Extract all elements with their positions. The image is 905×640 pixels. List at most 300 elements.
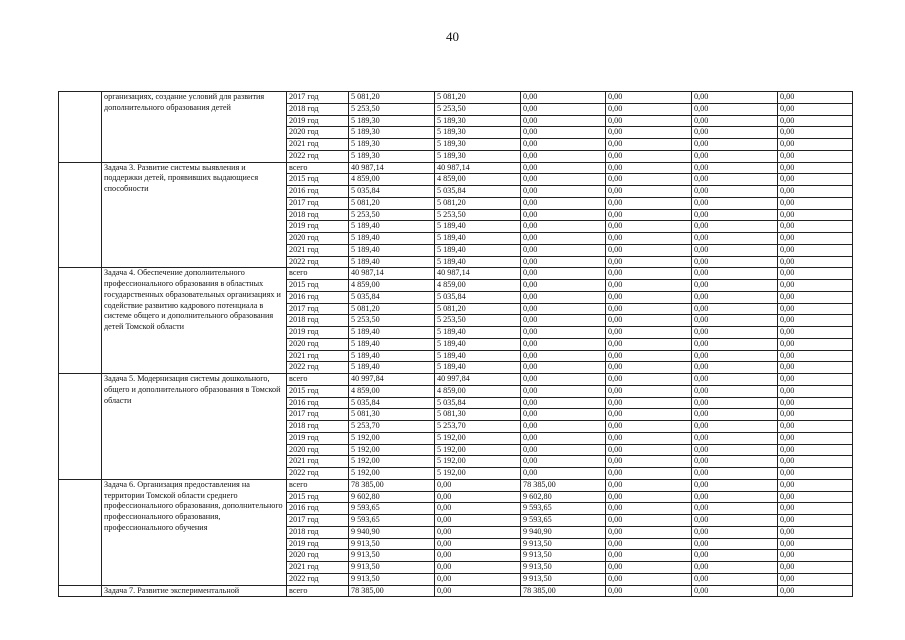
- total-cell: 5 253,50: [349, 103, 435, 115]
- local-cell: 0,00: [606, 456, 692, 468]
- other-cell: 0,00: [778, 432, 853, 444]
- other-cell: 0,00: [778, 444, 853, 456]
- year-cell: 2018 год: [287, 315, 349, 327]
- regional-cell: 9 593,65: [521, 515, 606, 527]
- table-row: [59, 92, 853, 104]
- row-number-cell: [59, 268, 102, 374]
- other-cell: 0,00: [778, 538, 853, 550]
- local-cell: 0,00: [606, 562, 692, 574]
- year-cell: всего: [287, 162, 349, 174]
- total-cell: 9 913,50: [349, 562, 435, 574]
- total-cell: 5 189,40: [349, 244, 435, 256]
- total-cell: 5 081,20: [349, 92, 435, 104]
- extra-cell: 0,00: [692, 374, 778, 386]
- extra-cell: 0,00: [692, 585, 778, 597]
- federal-cell: 5 189,30: [435, 139, 521, 151]
- year-cell: всего: [287, 479, 349, 491]
- year-cell: 2020 год: [287, 127, 349, 139]
- year-cell: 2021 год: [287, 139, 349, 151]
- year-cell: 2019 год: [287, 327, 349, 339]
- other-cell: 0,00: [778, 550, 853, 562]
- federal-cell: 5 189,30: [435, 127, 521, 139]
- other-cell: 0,00: [778, 362, 853, 374]
- task-name: Задача 5. Модернизация системы дошкольного, общего и дополнительного образования в Томской области: [104, 374, 281, 405]
- extra-cell: 0,00: [692, 432, 778, 444]
- regional-cell: 0,00: [521, 162, 606, 174]
- year-cell: всего: [287, 268, 349, 280]
- federal-cell: 5 081,30: [435, 409, 521, 421]
- regional-cell: 0,00: [521, 374, 606, 386]
- other-cell: 0,00: [778, 244, 853, 256]
- regional-cell: 0,00: [521, 280, 606, 292]
- regional-cell: 0,00: [521, 268, 606, 280]
- federal-cell: 5 192,00: [435, 432, 521, 444]
- year-cell: 2019 год: [287, 432, 349, 444]
- extra-cell: 0,00: [692, 174, 778, 186]
- year-cell: 2015 год: [287, 491, 349, 503]
- federal-cell: 40 997,84: [435, 374, 521, 386]
- year-cell: 2016 год: [287, 186, 349, 198]
- extra-cell: 0,00: [692, 209, 778, 221]
- other-cell: 0,00: [778, 127, 853, 139]
- year-cell: 2017 год: [287, 515, 349, 527]
- regional-cell: 0,00: [521, 174, 606, 186]
- local-cell: 0,00: [606, 374, 692, 386]
- other-cell: 0,00: [778, 503, 853, 515]
- total-cell: 5 035,84: [349, 397, 435, 409]
- budget-table: [58, 91, 853, 597]
- year-cell: 2021 год: [287, 350, 349, 362]
- federal-cell: 0,00: [435, 479, 521, 491]
- regional-cell: 0,00: [521, 421, 606, 433]
- local-cell: 0,00: [606, 139, 692, 151]
- extra-cell: 0,00: [692, 162, 778, 174]
- regional-cell: 0,00: [521, 256, 606, 268]
- task-name-cell: [102, 374, 287, 480]
- extra-cell: 0,00: [692, 150, 778, 162]
- other-cell: 0,00: [778, 468, 853, 480]
- total-cell: 5 189,40: [349, 327, 435, 339]
- total-cell: 5 189,30: [349, 115, 435, 127]
- local-cell: 0,00: [606, 585, 692, 597]
- other-cell: 0,00: [778, 150, 853, 162]
- total-cell: 5 192,00: [349, 468, 435, 480]
- federal-cell: 4 859,00: [435, 385, 521, 397]
- year-cell: 2016 год: [287, 291, 349, 303]
- other-cell: 0,00: [778, 409, 853, 421]
- row-number-cell: [59, 585, 102, 597]
- total-cell: 9 913,50: [349, 538, 435, 550]
- regional-cell: 9 913,50: [521, 573, 606, 585]
- extra-cell: 0,00: [692, 233, 778, 245]
- total-cell: 5 253,50: [349, 209, 435, 221]
- local-cell: 0,00: [606, 280, 692, 292]
- extra-cell: 0,00: [692, 268, 778, 280]
- total-cell: 4 859,00: [349, 280, 435, 292]
- other-cell: 0,00: [778, 186, 853, 198]
- federal-cell: 0,00: [435, 562, 521, 574]
- regional-cell: 0,00: [521, 221, 606, 233]
- extra-cell: 0,00: [692, 280, 778, 292]
- regional-cell: 0,00: [521, 103, 606, 115]
- federal-cell: 5 253,50: [435, 209, 521, 221]
- extra-cell: 0,00: [692, 562, 778, 574]
- year-cell: всего: [287, 585, 349, 597]
- regional-cell: 78 385,00: [521, 585, 606, 597]
- local-cell: 0,00: [606, 491, 692, 503]
- total-cell: 9 593,65: [349, 515, 435, 527]
- extra-cell: 0,00: [692, 291, 778, 303]
- other-cell: 0,00: [778, 338, 853, 350]
- local-cell: 0,00: [606, 526, 692, 538]
- total-cell: 78 385,00: [349, 585, 435, 597]
- other-cell: 0,00: [778, 139, 853, 151]
- other-cell: 0,00: [778, 515, 853, 527]
- extra-cell: 0,00: [692, 468, 778, 480]
- other-cell: 0,00: [778, 421, 853, 433]
- regional-cell: 0,00: [521, 338, 606, 350]
- other-cell: 0,00: [778, 491, 853, 503]
- extra-cell: 0,00: [692, 244, 778, 256]
- extra-cell: 0,00: [692, 444, 778, 456]
- local-cell: 0,00: [606, 150, 692, 162]
- extra-cell: 0,00: [692, 362, 778, 374]
- total-cell: 5 189,30: [349, 139, 435, 151]
- federal-cell: 0,00: [435, 491, 521, 503]
- year-cell: 2019 год: [287, 115, 349, 127]
- extra-cell: 0,00: [692, 526, 778, 538]
- federal-cell: 0,00: [435, 585, 521, 597]
- year-cell: 2018 год: [287, 526, 349, 538]
- extra-cell: 0,00: [692, 115, 778, 127]
- task-name: Задача 6. Организация предоставления на территории Томской области среднего профессионального образования, дополнительного профессионального образования, профессионального обучения: [104, 479, 283, 532]
- total-cell: 5 192,00: [349, 456, 435, 468]
- federal-cell: 5 081,20: [435, 197, 521, 209]
- table-row: [59, 374, 853, 386]
- regional-cell: 0,00: [521, 468, 606, 480]
- year-cell: 2022 год: [287, 362, 349, 374]
- federal-cell: 0,00: [435, 573, 521, 585]
- other-cell: 0,00: [778, 233, 853, 245]
- total-cell: 5 035,84: [349, 186, 435, 198]
- federal-cell: 5 189,40: [435, 221, 521, 233]
- federal-cell: 5 189,30: [435, 150, 521, 162]
- year-cell: 2017 год: [287, 197, 349, 209]
- local-cell: 0,00: [606, 209, 692, 221]
- regional-cell: 0,00: [521, 456, 606, 468]
- regional-cell: 0,00: [521, 315, 606, 327]
- total-cell: 5 192,00: [349, 432, 435, 444]
- regional-cell: 0,00: [521, 139, 606, 151]
- federal-cell: 40 987,14: [435, 162, 521, 174]
- federal-cell: 5 253,50: [435, 103, 521, 115]
- table-row: [59, 585, 853, 597]
- local-cell: 0,00: [606, 421, 692, 433]
- extra-cell: 0,00: [692, 385, 778, 397]
- local-cell: 0,00: [606, 573, 692, 585]
- year-cell: 2016 год: [287, 397, 349, 409]
- local-cell: 0,00: [606, 538, 692, 550]
- regional-cell: 0,00: [521, 444, 606, 456]
- other-cell: 0,00: [778, 350, 853, 362]
- other-cell: 0,00: [778, 456, 853, 468]
- total-cell: 5 189,40: [349, 233, 435, 245]
- total-cell: 5 081,30: [349, 409, 435, 421]
- year-cell: 2017 год: [287, 303, 349, 315]
- local-cell: 0,00: [606, 197, 692, 209]
- task-name: Задача 4. Обеспечение дополнительного профессионального образования в областных государственных образовательных организациях и содействие развитию кадрового потенциала в системе общего и дополнительного образования детей Томской области: [104, 268, 281, 332]
- extra-cell: 0,00: [692, 303, 778, 315]
- federal-cell: 5 035,84: [435, 291, 521, 303]
- table-row: [59, 479, 853, 491]
- federal-cell: 0,00: [435, 538, 521, 550]
- total-cell: 5 189,40: [349, 362, 435, 374]
- federal-cell: 5 189,40: [435, 338, 521, 350]
- year-cell: 2019 год: [287, 538, 349, 550]
- federal-cell: 0,00: [435, 515, 521, 527]
- other-cell: 0,00: [778, 103, 853, 115]
- local-cell: 0,00: [606, 315, 692, 327]
- other-cell: 0,00: [778, 174, 853, 186]
- regional-cell: 0,00: [521, 362, 606, 374]
- extra-cell: 0,00: [692, 421, 778, 433]
- federal-cell: 5 081,20: [435, 303, 521, 315]
- other-cell: 0,00: [778, 291, 853, 303]
- extra-cell: 0,00: [692, 573, 778, 585]
- extra-cell: 0,00: [692, 538, 778, 550]
- extra-cell: 0,00: [692, 491, 778, 503]
- other-cell: 0,00: [778, 327, 853, 339]
- extra-cell: 0,00: [692, 550, 778, 562]
- total-cell: 5 189,40: [349, 256, 435, 268]
- federal-cell: 0,00: [435, 503, 521, 515]
- other-cell: 0,00: [778, 562, 853, 574]
- federal-cell: 5 035,84: [435, 186, 521, 198]
- total-cell: 78 385,00: [349, 479, 435, 491]
- extra-cell: 0,00: [692, 503, 778, 515]
- local-cell: 0,00: [606, 338, 692, 350]
- task-name-cell: [102, 162, 287, 268]
- table-row: [59, 268, 853, 280]
- federal-cell: 5 253,50: [435, 315, 521, 327]
- regional-cell: 9 913,50: [521, 550, 606, 562]
- total-cell: 40 997,84: [349, 374, 435, 386]
- local-cell: 0,00: [606, 92, 692, 104]
- other-cell: 0,00: [778, 526, 853, 538]
- year-cell: 2018 год: [287, 103, 349, 115]
- extra-cell: 0,00: [692, 92, 778, 104]
- total-cell: 9 940,90: [349, 526, 435, 538]
- regional-cell: 0,00: [521, 150, 606, 162]
- extra-cell: 0,00: [692, 139, 778, 151]
- total-cell: 5 253,50: [349, 315, 435, 327]
- year-cell: 2021 год: [287, 244, 349, 256]
- total-cell: 5 081,20: [349, 197, 435, 209]
- local-cell: 0,00: [606, 103, 692, 115]
- extra-cell: 0,00: [692, 221, 778, 233]
- total-cell: 9 593,65: [349, 503, 435, 515]
- federal-cell: 5 192,00: [435, 444, 521, 456]
- total-cell: 5 189,40: [349, 350, 435, 362]
- local-cell: 0,00: [606, 350, 692, 362]
- local-cell: 0,00: [606, 233, 692, 245]
- total-cell: 5 192,00: [349, 444, 435, 456]
- total-cell: 40 987,14: [349, 162, 435, 174]
- regional-cell: 0,00: [521, 127, 606, 139]
- regional-cell: 0,00: [521, 303, 606, 315]
- regional-cell: 9 593,65: [521, 503, 606, 515]
- local-cell: 0,00: [606, 327, 692, 339]
- row-number-cell: [59, 479, 102, 585]
- regional-cell: 78 385,00: [521, 479, 606, 491]
- local-cell: 0,00: [606, 503, 692, 515]
- local-cell: 0,00: [606, 479, 692, 491]
- other-cell: 0,00: [778, 479, 853, 491]
- year-cell: всего: [287, 374, 349, 386]
- extra-cell: 0,00: [692, 338, 778, 350]
- regional-cell: 0,00: [521, 409, 606, 421]
- year-cell: 2020 год: [287, 550, 349, 562]
- local-cell: 0,00: [606, 268, 692, 280]
- federal-cell: 5 192,00: [435, 456, 521, 468]
- other-cell: 0,00: [778, 585, 853, 597]
- regional-cell: 9 940,90: [521, 526, 606, 538]
- regional-cell: 0,00: [521, 197, 606, 209]
- extra-cell: 0,00: [692, 397, 778, 409]
- local-cell: 0,00: [606, 385, 692, 397]
- extra-cell: 0,00: [692, 456, 778, 468]
- total-cell: 5 189,40: [349, 338, 435, 350]
- other-cell: 0,00: [778, 221, 853, 233]
- total-cell: 5 081,20: [349, 303, 435, 315]
- extra-cell: 0,00: [692, 103, 778, 115]
- other-cell: 0,00: [778, 397, 853, 409]
- year-cell: 2021 год: [287, 562, 349, 574]
- other-cell: 0,00: [778, 197, 853, 209]
- federal-cell: 5 035,84: [435, 397, 521, 409]
- row-number-cell: [59, 374, 102, 480]
- local-cell: 0,00: [606, 444, 692, 456]
- federal-cell: 5 189,40: [435, 233, 521, 245]
- local-cell: 0,00: [606, 186, 692, 198]
- year-cell: 2018 год: [287, 209, 349, 221]
- extra-cell: 0,00: [692, 479, 778, 491]
- total-cell: 9 913,50: [349, 550, 435, 562]
- extra-cell: 0,00: [692, 350, 778, 362]
- federal-cell: 5 189,30: [435, 115, 521, 127]
- local-cell: 0,00: [606, 550, 692, 562]
- task-name-cell: [102, 479, 287, 585]
- regional-cell: 0,00: [521, 350, 606, 362]
- year-cell: 2022 год: [287, 468, 349, 480]
- total-cell: 40 987,14: [349, 268, 435, 280]
- federal-cell: 4 859,00: [435, 280, 521, 292]
- extra-cell: 0,00: [692, 409, 778, 421]
- regional-cell: 0,00: [521, 291, 606, 303]
- local-cell: 0,00: [606, 432, 692, 444]
- regional-cell: 0,00: [521, 397, 606, 409]
- regional-cell: 0,00: [521, 209, 606, 221]
- total-cell: 5 253,70: [349, 421, 435, 433]
- extra-cell: 0,00: [692, 186, 778, 198]
- other-cell: 0,00: [778, 92, 853, 104]
- regional-cell: 0,00: [521, 327, 606, 339]
- local-cell: 0,00: [606, 115, 692, 127]
- task-name: организациях, создание условий для развития дополнительного образования детей: [104, 92, 265, 112]
- year-cell: 2022 год: [287, 256, 349, 268]
- federal-cell: 4 859,00: [435, 174, 521, 186]
- local-cell: 0,00: [606, 162, 692, 174]
- year-cell: 2020 год: [287, 338, 349, 350]
- local-cell: 0,00: [606, 397, 692, 409]
- federal-cell: 5 189,40: [435, 350, 521, 362]
- extra-cell: 0,00: [692, 327, 778, 339]
- task-name-cell: [102, 92, 287, 163]
- local-cell: 0,00: [606, 362, 692, 374]
- federal-cell: 5 189,40: [435, 327, 521, 339]
- regional-cell: 9 913,50: [521, 562, 606, 574]
- regional-cell: 9 913,50: [521, 538, 606, 550]
- total-cell: 4 859,00: [349, 385, 435, 397]
- row-number-cell: [59, 92, 102, 163]
- task-name-cell: [102, 585, 287, 597]
- federal-cell: 5 081,20: [435, 92, 521, 104]
- other-cell: 0,00: [778, 573, 853, 585]
- year-cell: 2016 год: [287, 503, 349, 515]
- other-cell: 0,00: [778, 268, 853, 280]
- year-cell: 2017 год: [287, 92, 349, 104]
- task-name-cell: [102, 268, 287, 374]
- federal-cell: 5 189,40: [435, 256, 521, 268]
- local-cell: 0,00: [606, 256, 692, 268]
- year-cell: 2017 год: [287, 409, 349, 421]
- local-cell: 0,00: [606, 303, 692, 315]
- year-cell: 2019 год: [287, 221, 349, 233]
- federal-cell: 5 189,40: [435, 244, 521, 256]
- local-cell: 0,00: [606, 409, 692, 421]
- row-number-cell: [59, 162, 102, 268]
- federal-cell: 5 189,40: [435, 362, 521, 374]
- other-cell: 0,00: [778, 209, 853, 221]
- federal-cell: 40 987,14: [435, 268, 521, 280]
- year-cell: 2015 год: [287, 280, 349, 292]
- other-cell: 0,00: [778, 280, 853, 292]
- regional-cell: 0,00: [521, 92, 606, 104]
- year-cell: 2020 год: [287, 444, 349, 456]
- regional-cell: 0,00: [521, 115, 606, 127]
- federal-cell: 0,00: [435, 550, 521, 562]
- table-row: [59, 162, 853, 174]
- year-cell: 2020 год: [287, 233, 349, 245]
- local-cell: 0,00: [606, 244, 692, 256]
- other-cell: 0,00: [778, 115, 853, 127]
- regional-cell: 0,00: [521, 244, 606, 256]
- local-cell: 0,00: [606, 291, 692, 303]
- task-name: Задача 3. Развитие системы выявления и поддержки детей, проявивших выдающиеся способности: [104, 162, 259, 194]
- extra-cell: 0,00: [692, 127, 778, 139]
- local-cell: 0,00: [606, 515, 692, 527]
- federal-cell: 5 253,70: [435, 421, 521, 433]
- federal-cell: 0,00: [435, 526, 521, 538]
- local-cell: 0,00: [606, 221, 692, 233]
- federal-cell: 5 192,00: [435, 468, 521, 480]
- total-cell: 5 189,30: [349, 150, 435, 162]
- total-cell: 9 602,80: [349, 491, 435, 503]
- local-cell: 0,00: [606, 174, 692, 186]
- other-cell: 0,00: [778, 303, 853, 315]
- total-cell: 9 913,50: [349, 573, 435, 585]
- local-cell: 0,00: [606, 127, 692, 139]
